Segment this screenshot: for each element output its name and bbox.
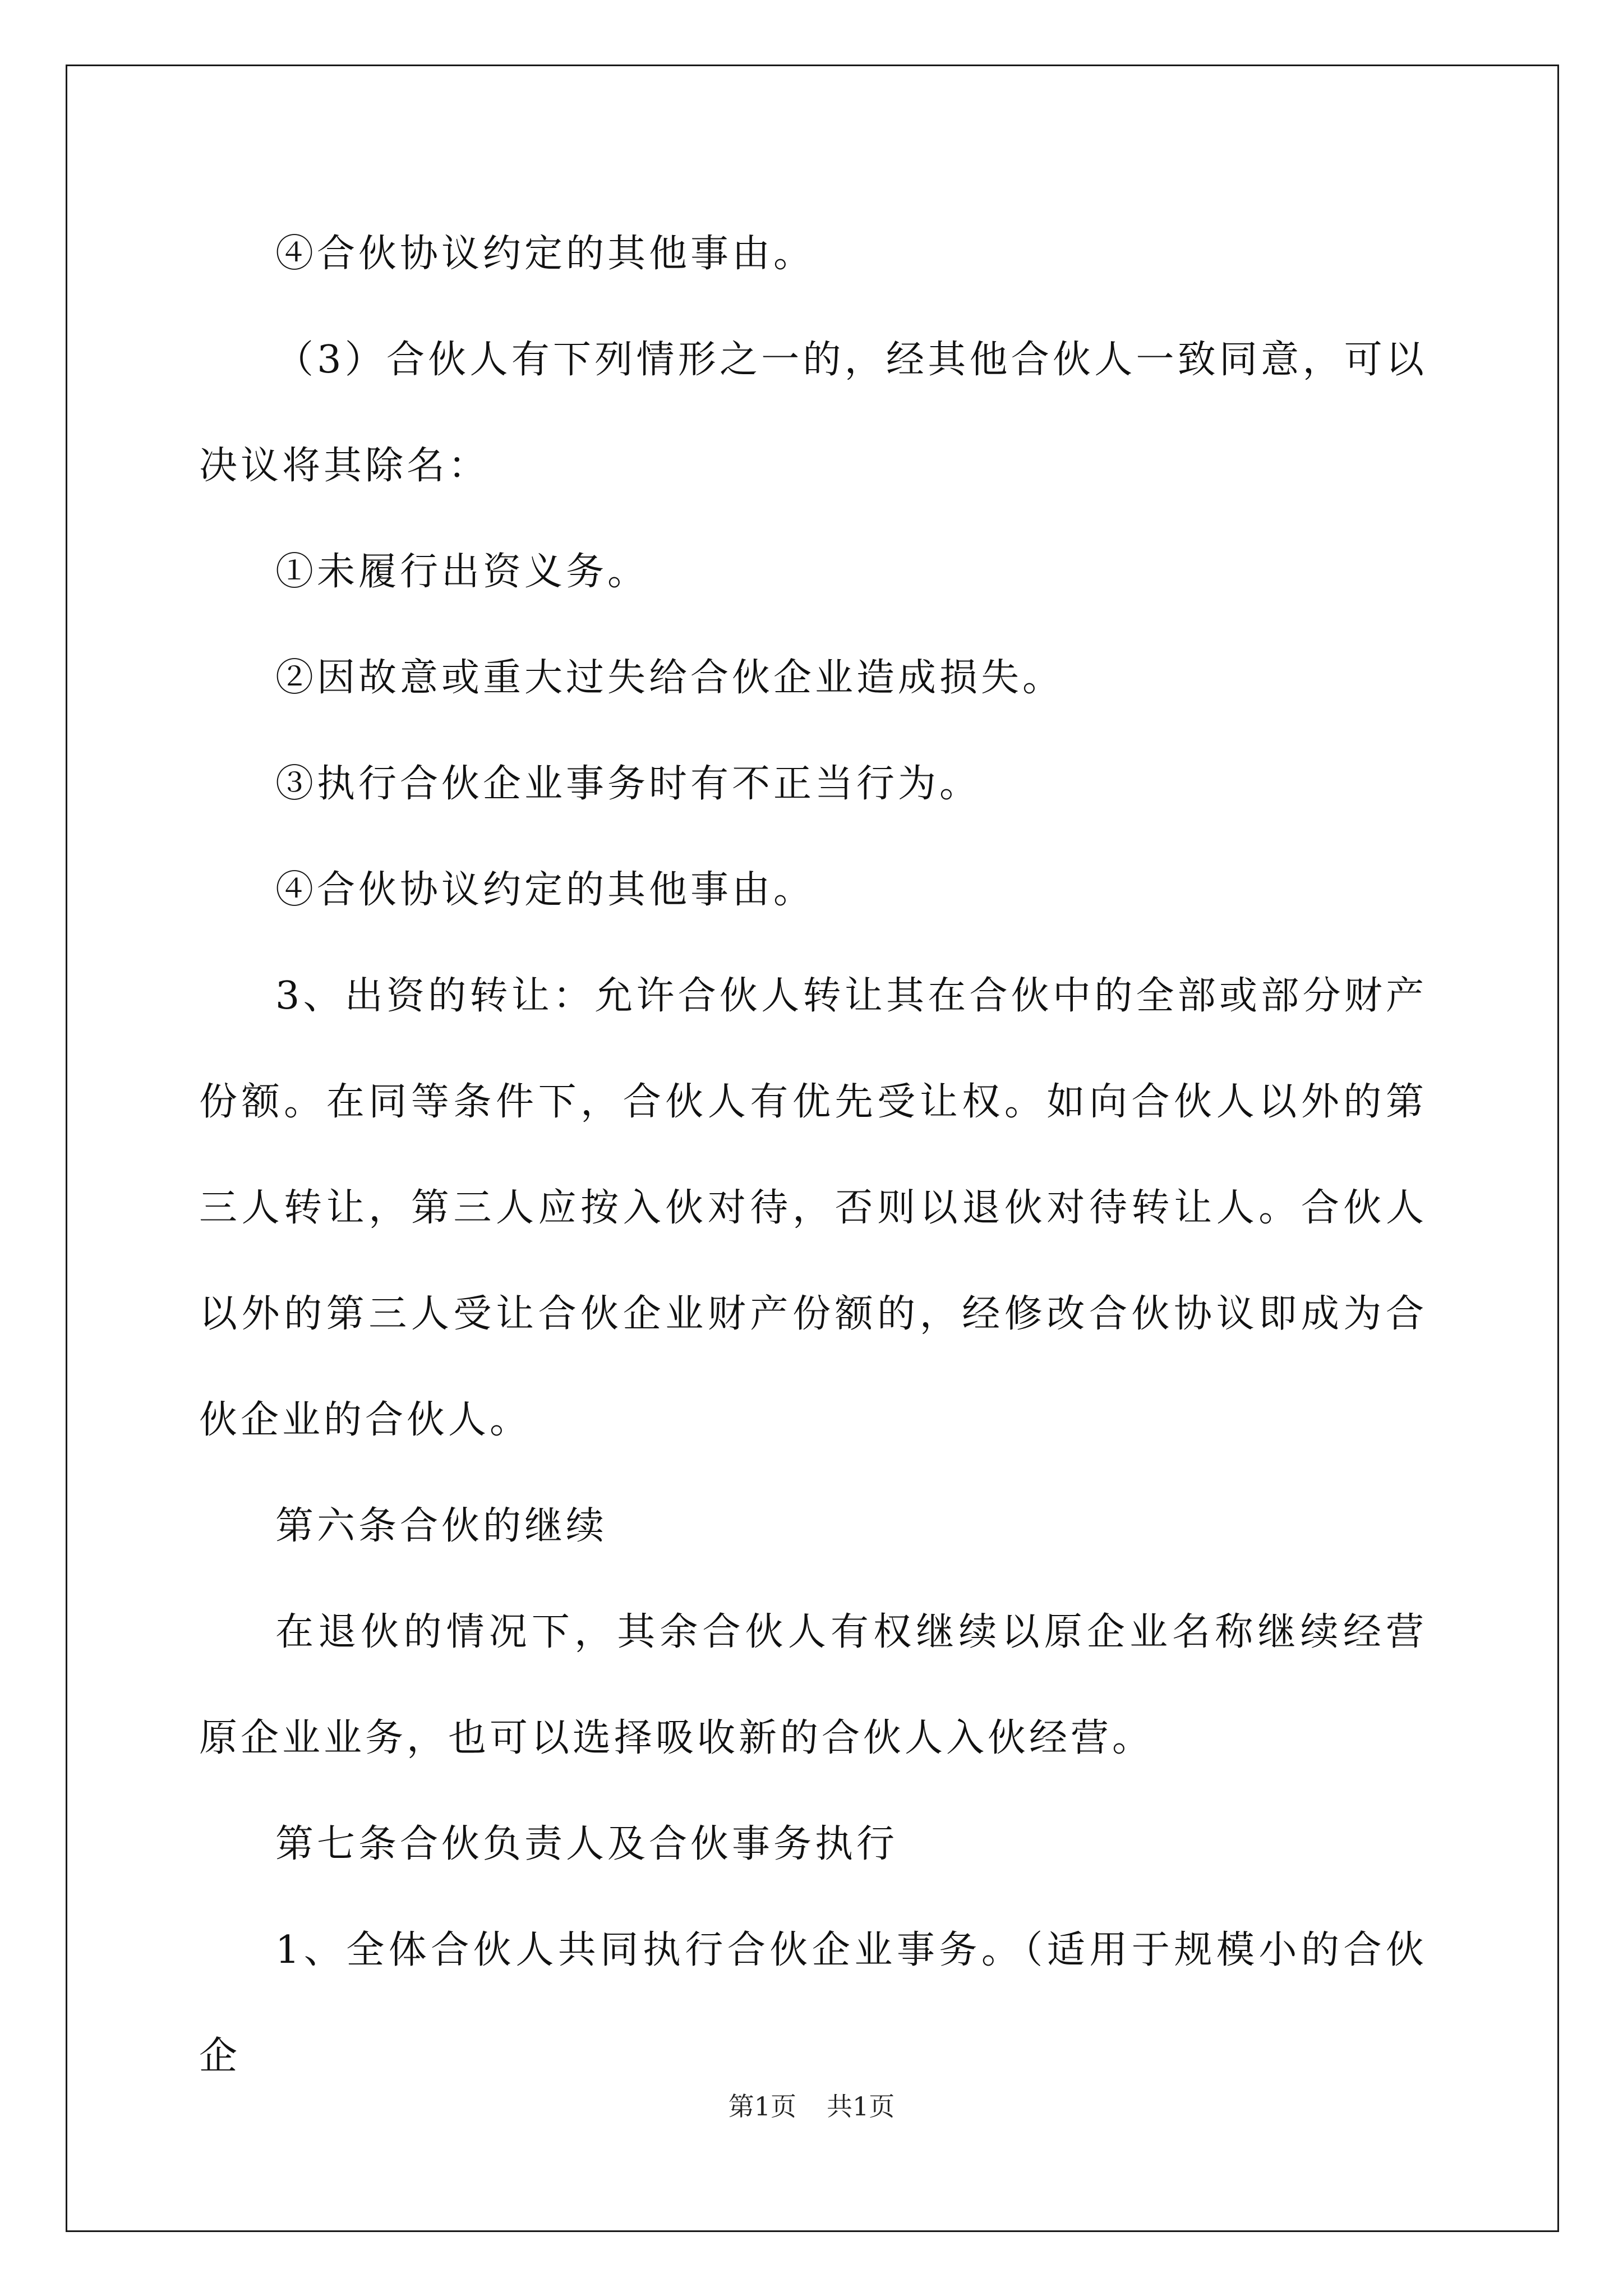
page-footer: [0, 2090, 1623, 2123]
paragraph: 3、出资的转让：允许合伙人转让其在合伙中的全部或部分财产份额。在同等条件下，合伙人有优先受让权。如向合伙人以外的第三人转让，第三人应按入伙对待，否则以退伙对待转让人。合伙人以外的第三人受让合伙企业财产份额的，经修改合伙协议即成为合伙企业的合伙人。: [199, 974, 1427, 1442]
page-count: 共1页: [827, 2091, 895, 2122]
paragraph: ④合伙协议约定的其他事由。: [275, 232, 815, 276]
paragraph: （3）合伙人有下列情形之一的，经其他合伙人一致同意，可以决议将其除名：: [199, 338, 1427, 488]
page-number: 第1页: [728, 2091, 796, 2122]
paragraph: ①未履行出资义务。: [275, 550, 649, 594]
paragraph: 在退伙的情况下，其余合伙人有权继续以原企业名称继续经营原企业业务，也可以选择吸收新的合伙人入伙经营。: [199, 1610, 1427, 1760]
paragraph: ②因故意或重大过失给合伙企业造成损失。: [275, 656, 1064, 700]
paragraph: 1、全体合伙人共同执行合伙企业事务。（适用于规模小的合伙企: [199, 1928, 1427, 2078]
paragraph: ③执行合伙企业事务时有不正当行为。: [275, 762, 981, 806]
section-heading: 第七条合伙负责人及合伙事务执行: [275, 1822, 898, 1866]
paragraph: ④合伙协议约定的其他事由。: [275, 868, 815, 912]
section-heading: 第六条合伙的继续: [275, 1504, 608, 1548]
document-body: [199, 201, 1427, 2109]
